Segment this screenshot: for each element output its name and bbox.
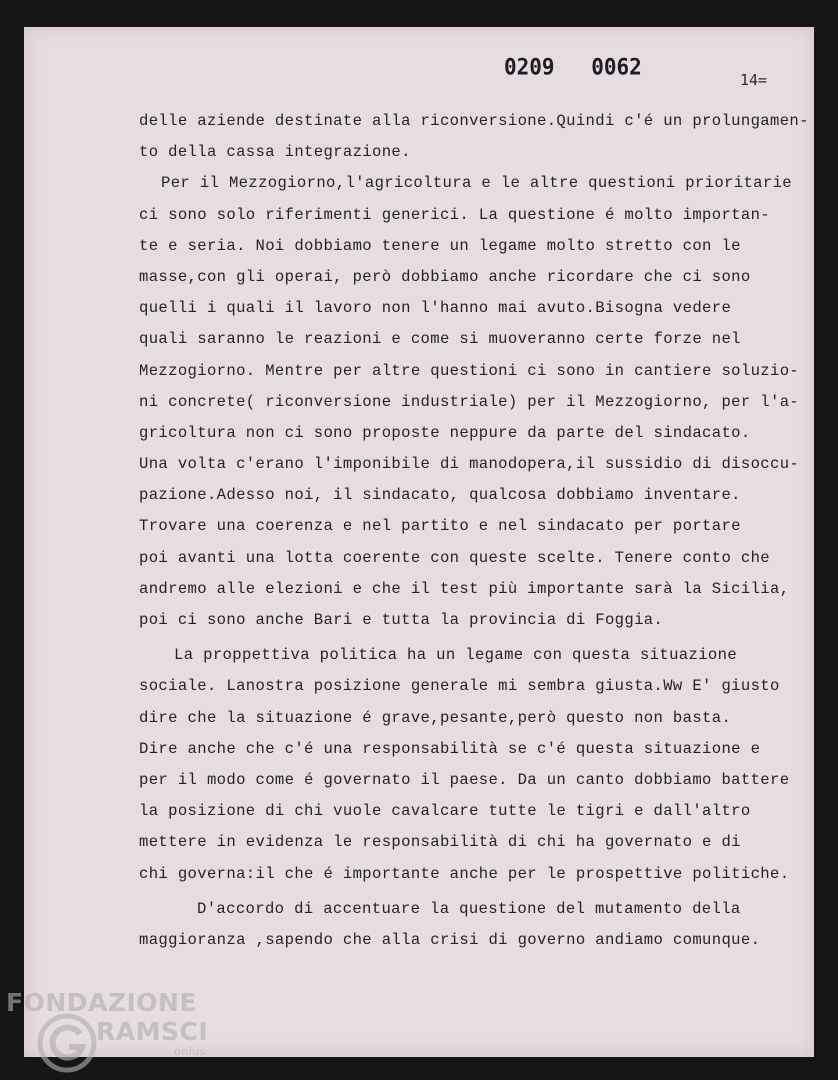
text-line: ci sono solo riferimenti generici. La questione é molto importan- xyxy=(139,205,771,224)
text-line: quali saranno le reazioni e come si muoveranno certe forze nel xyxy=(139,330,741,349)
text-line: poi ci sono anche Bari e tutta la provincia di Foggia. xyxy=(139,611,664,629)
page-number: 14= xyxy=(740,71,768,89)
watermark-sub: onlus xyxy=(174,1045,206,1058)
text-line: to della cassa integrazione. xyxy=(139,143,411,162)
text-line: masse,con gli operai, però dobbiamo anche ricordare che ci sono xyxy=(139,267,751,286)
text-line: La proppettiva politica ha un legame con questa situazione xyxy=(174,646,738,665)
text-line: per il modo come é governato il paese. Da un canto dobbiamo battere xyxy=(139,770,790,789)
text-line: sociale. Lanostra posizione generale mi sembra giusta.Ww E' giusto xyxy=(139,677,780,696)
text-line: Dire anche che c'é una responsabilità se c'é questa situazione e xyxy=(139,739,761,758)
text-line: D'accordo di accentuare la questione del mutamento della xyxy=(197,899,741,918)
text-line: te e seria. Noi dobbiamo tenere un legame molto stretto con le xyxy=(139,236,741,255)
body-text xyxy=(139,106,829,956)
text-line: la posizione di chi vuole cavalcare tutte le tigri e dall'altro xyxy=(139,802,751,821)
text-line: dire che la situazione é grave,pesante,però questo non basta. xyxy=(139,708,732,727)
archive-code: 0209 0062 xyxy=(504,54,642,80)
text-line: maggioranza ,sapendo che alla crisi di governo andiamo comunque. xyxy=(139,930,761,949)
fondazione-gramsci-watermark xyxy=(6,988,216,1074)
text-line: andremo alle elezioni e che il test più importante sarà la Sicilia, xyxy=(139,579,790,598)
text-line: chi governa:il che é importante anche per le prospettive politiche. xyxy=(139,864,790,883)
text-line: Mezzogiorno. Mentre per altre questioni ci sono in cantiere soluzio- xyxy=(139,361,800,380)
text-line: Trovare una coerenza e nel partito e nel sindacato per portare xyxy=(139,517,741,536)
text-line: ni concrete( riconversione industriale) per il Mezzogiorno, per l'a- xyxy=(139,392,800,411)
text-line: Per il Mezzogiorno,l'agricoltura e le altre questioni prioritarie xyxy=(161,174,793,193)
text-line: poi avanti una lotta coerente con queste scelte. Tenere conto che xyxy=(139,548,771,567)
watermark-line-1: FONDAZIONE xyxy=(6,988,198,1017)
text-line: pazione.Adesso noi, il sindacato, qualcosa dobbiamo inventare. xyxy=(139,486,741,505)
typewritten-sheet xyxy=(24,27,814,1057)
text-line: gricoltura non ci sono proposte neppure da parte del sindacato. xyxy=(139,423,751,442)
text-line: mettere in evidenza le responsabilità di chi ha governato e di xyxy=(139,833,741,852)
text-line: delle aziende destinate alla riconversione.Quindi c'é un prolungamen- xyxy=(139,112,809,130)
text-line: quelli i quali il lavoro non l'hanno mai avuto.Bisogna vedere xyxy=(139,299,732,318)
watermark-line-2: RAMSCI xyxy=(96,1017,209,1046)
g-circle-logo-icon xyxy=(36,1012,98,1074)
text-line: Una volta c'erano l'imponibile di manodopera,il sussidio di disoccu- xyxy=(139,455,800,474)
